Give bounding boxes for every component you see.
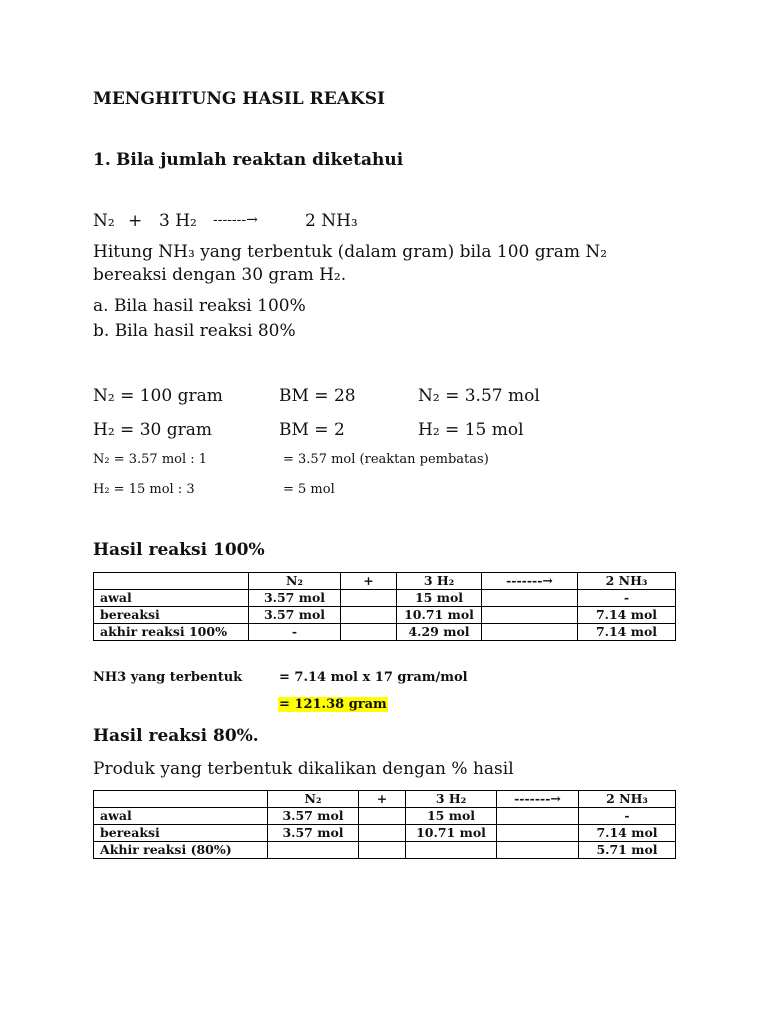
table-cell: 10.71 mol	[397, 607, 482, 624]
table-cell	[482, 624, 578, 641]
table-header-row	[94, 573, 676, 590]
table-cell: 3 H₂	[406, 791, 497, 808]
table-cell	[497, 825, 579, 842]
page-title: MENGHITUNG HASIL REAKSI	[93, 89, 385, 109]
table-cell	[482, 607, 578, 624]
calc-n2-bm: BM = 28	[279, 386, 356, 406]
table-cell	[497, 808, 579, 825]
row-label: awal	[94, 808, 268, 825]
table-row	[94, 825, 676, 842]
calc-h2-ratio: H₂ = 15 mol : 3	[93, 482, 195, 497]
table-cell: 3.57 mol	[268, 808, 359, 825]
table-cell: N₂	[249, 573, 341, 590]
table-cell	[94, 791, 268, 808]
problem-line-1: Hitung NH₃ yang terbentuk (dalam gram) bila 100 gram N₂	[93, 242, 608, 262]
section-number: 1.	[93, 150, 111, 170]
table-cell: -	[578, 590, 676, 607]
table-row	[94, 808, 676, 825]
table-row	[94, 624, 676, 641]
result-value-highlight: = 121.38 gram	[279, 697, 387, 712]
row-label: akhir reaksi 100%	[94, 624, 249, 641]
row-label: awal	[94, 590, 249, 607]
table-cell	[359, 842, 406, 859]
table-cell: 10.71 mol	[406, 825, 497, 842]
section-80-heading: Hasil reaksi 80%.	[93, 726, 259, 746]
equation-arrow: -------→	[213, 212, 258, 228]
table-cell: 4.29 mol	[397, 624, 482, 641]
table-cell	[341, 624, 397, 641]
reaction-table-100	[93, 572, 676, 641]
table-cell: N₂	[268, 791, 359, 808]
table-cell	[359, 808, 406, 825]
table-cell	[268, 842, 359, 859]
table-cell: 2 NH₃	[578, 573, 676, 590]
row-label: Akhir reaksi (80%)	[94, 842, 268, 859]
table-cell: 7.14 mol	[578, 624, 676, 641]
calc-n2-mol: N₂ = 3.57 mol	[418, 386, 540, 406]
equation-n2: N₂	[93, 211, 115, 231]
table-row	[94, 842, 676, 859]
calc-n2-ratio: N₂ = 3.57 mol : 1	[93, 452, 208, 467]
table-cell: -	[579, 808, 676, 825]
section-heading: Bila jumlah reaktan diketahui	[116, 150, 404, 170]
section-80-note: Produk yang terbentuk dikalikan dengan % hasil	[93, 759, 514, 779]
problem-option-b: b. Bila hasil reaksi 80%	[93, 321, 296, 341]
problem-line-2: bereaksi dengan 30 gram H₂.	[93, 265, 347, 285]
table-cell: -------→	[482, 573, 578, 590]
table-cell: 3.57 mol	[249, 590, 341, 607]
table-cell	[94, 573, 249, 590]
table-cell: 3.57 mol	[268, 825, 359, 842]
calc-h2-mass: H₂ = 30 gram	[93, 420, 212, 440]
calc-h2-ratio-result: = 5 mol	[283, 482, 335, 497]
equation-h2: 3 H₂	[159, 211, 197, 231]
reaction-table-80	[93, 790, 676, 859]
table-cell: 15 mol	[406, 808, 497, 825]
table-cell	[406, 842, 497, 859]
table-row	[94, 607, 676, 624]
row-label: bereaksi	[94, 607, 249, 624]
calc-n2-mass: N₂ = 100 gram	[93, 386, 223, 406]
table-cell	[497, 842, 579, 859]
table-cell: 3.57 mol	[249, 607, 341, 624]
table-cell	[341, 607, 397, 624]
table-cell: 5.71 mol	[579, 842, 676, 859]
table-cell: 7.14 mol	[578, 607, 676, 624]
row-label: bereaksi	[94, 825, 268, 842]
table-cell: -	[249, 624, 341, 641]
table-cell: 7.14 mol	[579, 825, 676, 842]
table-cell: 2 NH₃	[579, 791, 676, 808]
table-cell: +	[359, 791, 406, 808]
result-label: NH3 yang terbentuk	[93, 670, 243, 685]
result-calculation: = 7.14 mol x 17 gram/mol	[279, 670, 468, 685]
calc-h2-mol: H₂ = 15 mol	[418, 420, 524, 440]
table-cell: 15 mol	[397, 590, 482, 607]
table-row	[94, 590, 676, 607]
table-cell	[482, 590, 578, 607]
problem-option-a: a. Bila hasil reaksi 100%	[93, 296, 306, 316]
table-cell: 3 H₂	[397, 573, 482, 590]
equation-plus: +	[128, 211, 143, 231]
table-cell: +	[341, 573, 397, 590]
table-cell	[341, 590, 397, 607]
section-100-heading: Hasil reaksi 100%	[93, 540, 265, 560]
calc-n2-ratio-result: = 3.57 mol (reaktan pembatas)	[283, 452, 489, 467]
table-header-row	[94, 791, 676, 808]
calc-h2-bm: BM = 2	[279, 420, 345, 440]
equation-nh3: 2 NH₃	[305, 211, 358, 231]
table-cell: -------→	[497, 791, 579, 808]
table-cell	[359, 825, 406, 842]
